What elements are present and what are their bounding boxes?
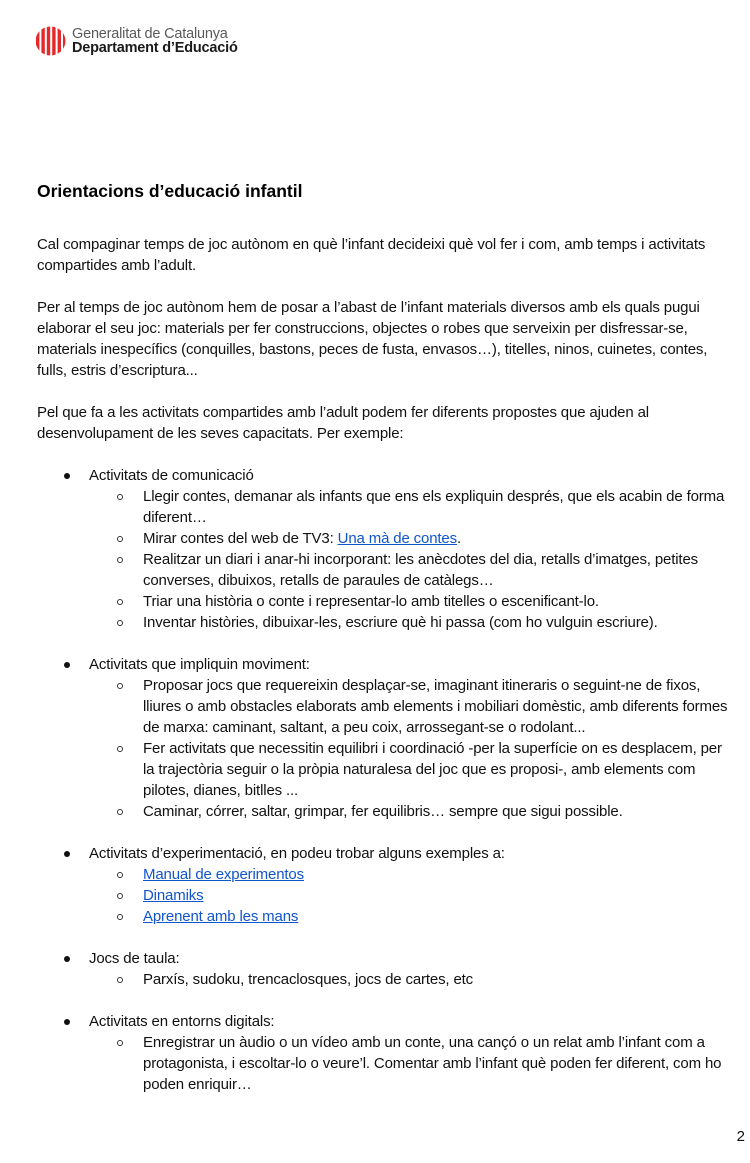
sublist-item: Caminar, córrer, saltar, grimpar, fer equilibris… sempre que sigui possible. [89,801,737,822]
sublist-item: Inventar històries, dibuixar-les, escriure què hi passa (com ho vulguin escriure). [89,612,737,633]
hollow-bullet-icon [117,872,123,878]
sublist-item: Triar una història o conte i representar-lo amb titelles o escenificant-lo. [89,591,737,612]
paragraph-autonomous-play: Per al temps de joc autònom hem de posar a l’abast de l’infant materials diversos amb els quals pugui elaborar el seu joc: materials per fer construccions, objectes o robes que serveixin per disfressar-se, materials inespecífics (conquilles, bastons, peces de fusta, envasos…), titelles, ninos, cuinetes, contes, fulls, estris d’escriptura... [37,299,708,379]
list-item-board-games [37,948,737,990]
hollow-bullet-icon [117,620,123,626]
sublist [89,864,737,927]
activities-list [37,465,737,1095]
sublist [89,1032,737,1095]
list-item-movement [37,654,737,822]
list-item-digital-environments [37,1011,737,1095]
org-name: Generalitat de Catalunya [72,26,228,42]
bullet-icon [64,1019,70,1025]
hollow-bullet-icon [117,1040,123,1046]
sublist-item [89,864,737,885]
section-label: Activitats d’experimentació, en podeu trobar alguns exemples a: [89,845,505,862]
hollow-bullet-icon [117,494,123,500]
sublist-item: Llegir contes, demanar als infants que ens els expliquin després, que els acabin de forma diferent… [89,486,737,528]
sublist-item: Parxís, sudoku, trencaclosques, jocs de cartes, etc [89,969,737,990]
hollow-bullet-icon [117,599,123,605]
link-manual-de-experimentos[interactable]: Manual de experimentos [143,866,304,883]
sublist-item: Mirar contes del web de TV3: Una mà de contes. [89,528,737,549]
link-aprenent-amb-les-mans[interactable]: Aprenent amb les mans [143,908,299,925]
section-label: Jocs de taula: [89,950,180,967]
hollow-bullet-icon [117,977,123,983]
hollow-bullet-icon [117,809,123,815]
link-dinamiks[interactable]: Dinamiks [143,887,204,904]
list-item-experimentation [37,843,737,927]
link-una-ma-de-contes[interactable]: Una mà de contes [337,530,457,547]
bullet-icon [64,473,70,479]
list-item-communication [37,465,737,633]
sublist-item: Realitzar un diari i anar-hi incorporant: les anècdotes del dia, retalls d’imatges, petites converses, dibuixos, retalls de paraules de catàlegs… [89,549,737,591]
hollow-bullet-icon [117,914,123,920]
sublist-item: Proposar jocs que requereixin desplaçar-se, imaginant itineraris o seguint-ne de fixos, lliures o amb obstacles elaborats amb elements i mobiliari domèstic, amb diferents formes de marxa: caminant, saltant, a peu coix, arrossegant-se o rodolant... [89,675,737,738]
bullet-icon [64,956,70,962]
document-body [37,178,737,1116]
section-label: Activitats de comunicació [89,467,254,484]
sublist-item: Fer activitats que necessitin equilibri i coordinació -per la superfície on es desplacem, per la trajectòria seguir o la pròpia naturalesa del joc que es proposi-, amb elements com pilotes, dianes, bitlles ... [89,738,737,801]
hollow-bullet-icon [117,536,123,542]
page-number: 2 [736,1128,745,1145]
document-title: Orientacions d’educació infantil [37,181,303,201]
hollow-bullet-icon [117,893,123,899]
sublist [89,969,737,990]
hollow-bullet-icon [117,557,123,563]
department-name: Departament d’Educació [72,40,238,56]
hollow-bullet-icon [117,683,123,689]
section-label: Activitats en entorns digitals: [89,1013,275,1030]
sublist [89,486,737,633]
sublist [89,675,737,822]
sublist-item [89,885,737,906]
document-header [35,26,238,56]
sublist-item: Enregistrar un àudio o un vídeo amb un conte, una cançó o un relat amb l’infant com a protagonista, i escoltar-lo o veure’l. Comentar amb l’infant què poden fer diferent, com ho poden enriquir… [89,1032,737,1095]
bullet-icon [64,851,70,857]
paragraph-intro: Cal compaginar temps de joc autònom en què l’infant decideixi què vol fer i com, amb temps i activitats compartides amb l’adult. [37,236,706,274]
generalitat-catalunya-logo-icon [35,26,66,56]
hollow-bullet-icon [117,746,123,752]
paragraph-shared-activities: Pel que fa a les activitats compartides amb l’adult podem fer diferents propostes que ajuden al desenvolupament de les seves capacitats. Per exemple: [37,404,649,442]
sublist-item [89,906,737,927]
bullet-icon [64,662,70,668]
section-label: Activitats que impliquin moviment: [89,656,310,673]
